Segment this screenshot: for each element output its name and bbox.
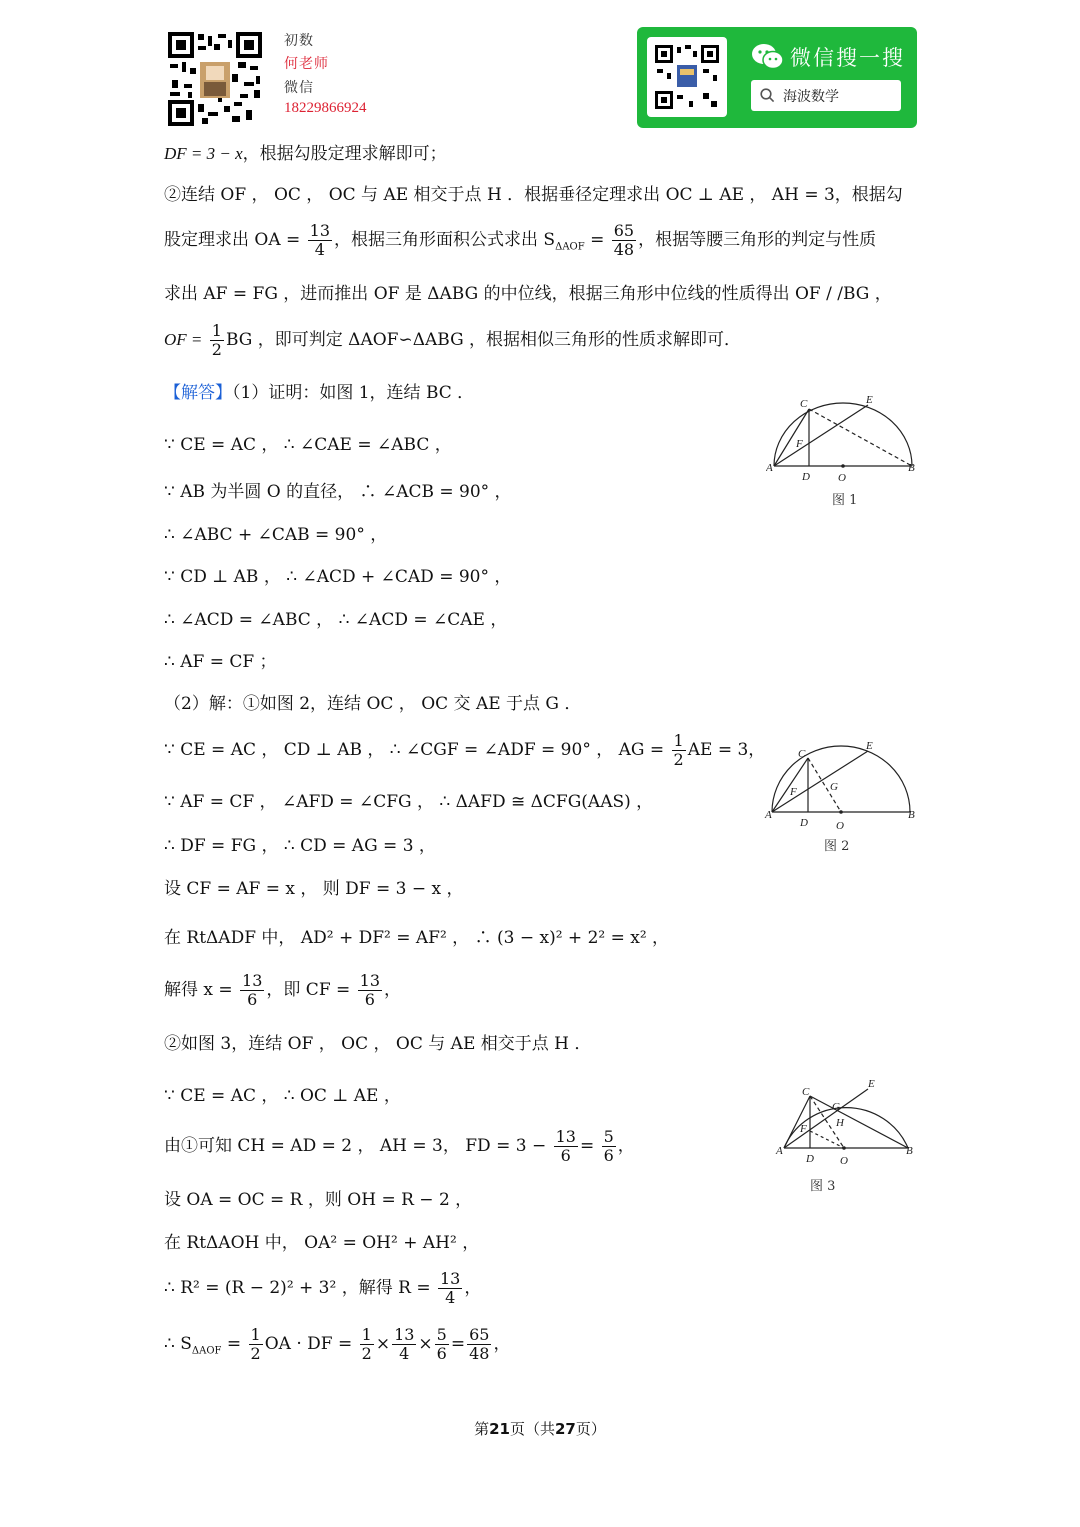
text-line-3-c: ，根据等腰三角形的判定与性质 xyxy=(638,230,877,250)
text-line-6 xyxy=(164,382,474,404)
times-2: × xyxy=(418,1334,433,1354)
header-teacher-name: 何老师 xyxy=(284,56,329,72)
times-1: × xyxy=(375,1334,391,1354)
text-line-26-a: ∴ S xyxy=(164,1334,192,1354)
text-line-19-a: 解得 x = xyxy=(164,980,233,1000)
text-line-5-b: BG ，即可判定 ΔAOF∽ΔABG ，根据相似三角形的性质求解即可． xyxy=(225,330,742,350)
text-line-9: ∴ ∠ABC + ∠CAB = 90° ， xyxy=(164,525,388,545)
text-line-25-b: ， xyxy=(464,1278,482,1298)
qr-code xyxy=(168,32,262,126)
wechat-search-title: 微信搜一搜 xyxy=(790,46,905,70)
text-line-14-b: AE = 3， xyxy=(687,740,766,760)
text-line-20: ②如图 3，连结 OF ， OC ， OC 与 AE 相交于点 H ． xyxy=(164,1034,592,1054)
fig2-label-a: A xyxy=(765,809,772,821)
text-line-13: （2）解：①如图 2，连结 OC ， OC 交 AE 于点 G ． xyxy=(164,694,582,714)
fraction-5-6-b: $\frac{5}{6}$ xyxy=(436,1325,447,1363)
solution-heading: 【解答】 xyxy=(164,383,232,403)
text-line-1-rest: ，根据勾股定理求解即可； xyxy=(242,144,447,164)
fig3-label-a: A xyxy=(776,1145,783,1157)
text-line-3-eq: = xyxy=(590,230,605,250)
fraction-13-6-c: $\frac{13}{6}$ xyxy=(555,1127,576,1165)
footer-post: 页） xyxy=(575,1420,606,1438)
text-line-6-rest: （1）证明：如图 1，连结 BC ． xyxy=(232,383,475,403)
text-line-22-eq: = xyxy=(579,1136,595,1156)
text-line-16: ∴ DF = FG ， ∴ CD = AG = 3 ， xyxy=(164,836,436,856)
text-line-12: ∴ AF = CF ； xyxy=(164,652,277,672)
text-line-26-b: OA · DF = xyxy=(264,1334,353,1354)
text-line-3-b: ，根据三角形面积公式求出 S xyxy=(334,230,556,250)
text-line-5-a: OF = xyxy=(164,330,203,349)
fig3-label-g: G xyxy=(832,1101,840,1113)
text-line-19 xyxy=(164,972,401,1009)
text-line-4: 求出 AF = FG ，进而推出 OF 是 ΔABG 的中位线，根据三角形中位线的性质得出 OF / /BG ， xyxy=(164,284,892,304)
fig1-label-a: A xyxy=(766,462,773,474)
text-line-5 xyxy=(164,322,741,359)
fig2-label-e: E xyxy=(866,740,873,752)
text-line-26-eq2: = xyxy=(450,1334,466,1354)
fraction-65-48: $\frac{65}{48}$ xyxy=(613,221,635,259)
fraction-13-6-a: $\frac{13}{6}$ xyxy=(242,971,263,1009)
text-line-22-c: ， xyxy=(617,1136,635,1156)
wechat-search-box[interactable] xyxy=(751,80,901,111)
text-line-25-a: ∴ R² = (R − 2)² + 3² ，解得 R = xyxy=(164,1278,431,1298)
text-line-15: ∵ AF = CF ， ∠AFD = ∠CFG ， ∴ ΔAFD ≅ ΔCFG(AAS) ， xyxy=(164,792,654,812)
fig3-label-c: C xyxy=(802,1086,810,1098)
fraction-13-6-b: $\frac{13}{6}$ xyxy=(359,971,381,1009)
fig2-label-b: B xyxy=(908,809,915,821)
fig3-label-b: B xyxy=(906,1145,913,1157)
banner-qr-code xyxy=(647,37,727,117)
text-line-26-end: ， xyxy=(493,1334,511,1354)
text-line-10: ∵ CD ⊥ AB ， ∴ ∠ACD + ∠CAD = 90° ， xyxy=(164,567,512,587)
text-line-26-eq1: = xyxy=(226,1334,242,1354)
fraction-1-2-c: $\frac{1}{2}$ xyxy=(250,1325,261,1363)
fig2-label-g: G xyxy=(830,781,838,793)
footer-mid: 页（共 xyxy=(509,1420,555,1438)
wechat-search-banner[interactable] xyxy=(637,27,917,128)
fig3-label-f: F xyxy=(800,1123,807,1135)
page-footer xyxy=(0,1418,1080,1439)
fraction-1-2-a: $\frac{1}{2}$ xyxy=(211,321,222,359)
fig1-label-d: D xyxy=(802,471,810,483)
wechat-search-text: 海波数学 xyxy=(783,89,839,105)
text-line-8: ∵ AB 为半圆 O 的直径， ∴ ∠ACB = 90° ， xyxy=(164,482,512,502)
header-label-wechat: 微信 xyxy=(284,80,314,96)
fraction-1-2-d: $\frac{1}{2}$ xyxy=(361,1325,372,1363)
fig2-caption: 图 2 xyxy=(824,839,850,854)
footer-pre: 第 xyxy=(474,1420,490,1438)
wechat-logo-icon xyxy=(751,43,785,71)
text-line-25 xyxy=(164,1270,481,1307)
text-line-19-b: ，即 CF = xyxy=(266,980,351,1000)
fig3-label-o: O xyxy=(840,1155,848,1167)
subscript-aof-2: ΔAOF xyxy=(191,1345,222,1357)
fig2-label-f: F xyxy=(790,786,797,798)
subscript-aof: ΔAOF xyxy=(555,241,585,253)
footer-page-number: 21 xyxy=(489,1420,510,1438)
fig3-label-e: E xyxy=(868,1078,875,1090)
fig2-label-c: C xyxy=(798,748,806,760)
text-line-2: ②连结 OF ， OC ， OC 与 AE 相交于点 H ．根据垂径定理求出 OC ⊥ AE ， AH = 3，根据勾 xyxy=(164,185,903,205)
fig2-label-o: O xyxy=(836,820,844,832)
text-line-26 xyxy=(164,1326,510,1363)
fig1-label-f: F xyxy=(796,438,803,450)
text-line-3 xyxy=(164,222,876,259)
fraction-13-4-b: $\frac{13}{4}$ xyxy=(439,1269,461,1307)
text-line-14-a: ∵ CE = AC ， CD ⊥ AB ， ∴ ∠CGF = ∠ADF = 90° ， AG = xyxy=(164,740,665,760)
search-icon xyxy=(760,88,775,103)
fraction-65-48-b: $\frac{65}{48}$ xyxy=(469,1325,490,1363)
text-line-14 xyxy=(164,732,765,769)
fig3-caption: 图 3 xyxy=(810,1179,836,1194)
fraction-13-4-c: $\frac{13}{4}$ xyxy=(394,1325,415,1363)
text-line-7: ∵ CE = AC ， ∴ ∠CAE = ∠ABC ， xyxy=(164,435,452,455)
fig2-label-d: D xyxy=(800,817,808,829)
text-line-24: 在 RtΔAOH 中， OA² = OH² + AH² ， xyxy=(164,1233,480,1253)
fraction-5-6-a: $\frac{5}{6}$ xyxy=(603,1127,614,1165)
header-label-chushu: 初数 xyxy=(284,33,314,49)
fig1-label-o: O xyxy=(838,472,846,484)
figure-1 xyxy=(766,392,926,512)
text-line-18: 在 RtΔADF 中， AD² + DF² = AF² ， ∴ (3 − x)² + 2² = x² ， xyxy=(164,928,670,948)
fig1-caption: 图 1 xyxy=(832,493,858,508)
text-line-1 xyxy=(164,143,447,165)
fraction-13-4: $\frac{13}{4}$ xyxy=(309,221,331,259)
fig3-label-d: D xyxy=(806,1153,814,1165)
text-line-19-c: ， xyxy=(384,980,402,1000)
text-line-3-a: 股定理求出 OA = xyxy=(164,230,301,250)
text-line-22-a: 由①可知 CH = AD = 2 ， AH = 3， FD = 3 − xyxy=(164,1136,547,1156)
text-line-17: 设 CF = AF = x ， 则 DF = 3 − x ， xyxy=(164,879,464,899)
text-line-23: 设 OA = OC = R ，则 OH = R − 2 ， xyxy=(164,1190,473,1210)
fraction-1-2-b: $\frac{1}{2}$ xyxy=(673,731,684,769)
footer-total-pages: 27 xyxy=(555,1420,576,1438)
header-phone: 18229866924 xyxy=(284,100,367,116)
fig3-label-h: H xyxy=(836,1117,844,1129)
figure-3 xyxy=(772,1076,924,1198)
equation-df: DF = 3 − x xyxy=(164,144,243,163)
fig1-label-e: E xyxy=(866,394,873,406)
text-line-21: ∵ CE = AC ， ∴ OC ⊥ AE ， xyxy=(164,1086,401,1106)
text-line-22 xyxy=(164,1128,635,1165)
text-line-11: ∴ ∠ACD = ∠ABC ， ∴ ∠ACD = ∠CAE ， xyxy=(164,610,508,630)
fig1-label-b: B xyxy=(908,462,915,474)
fig1-label-c: C xyxy=(800,398,808,410)
figure-2 xyxy=(762,738,922,856)
